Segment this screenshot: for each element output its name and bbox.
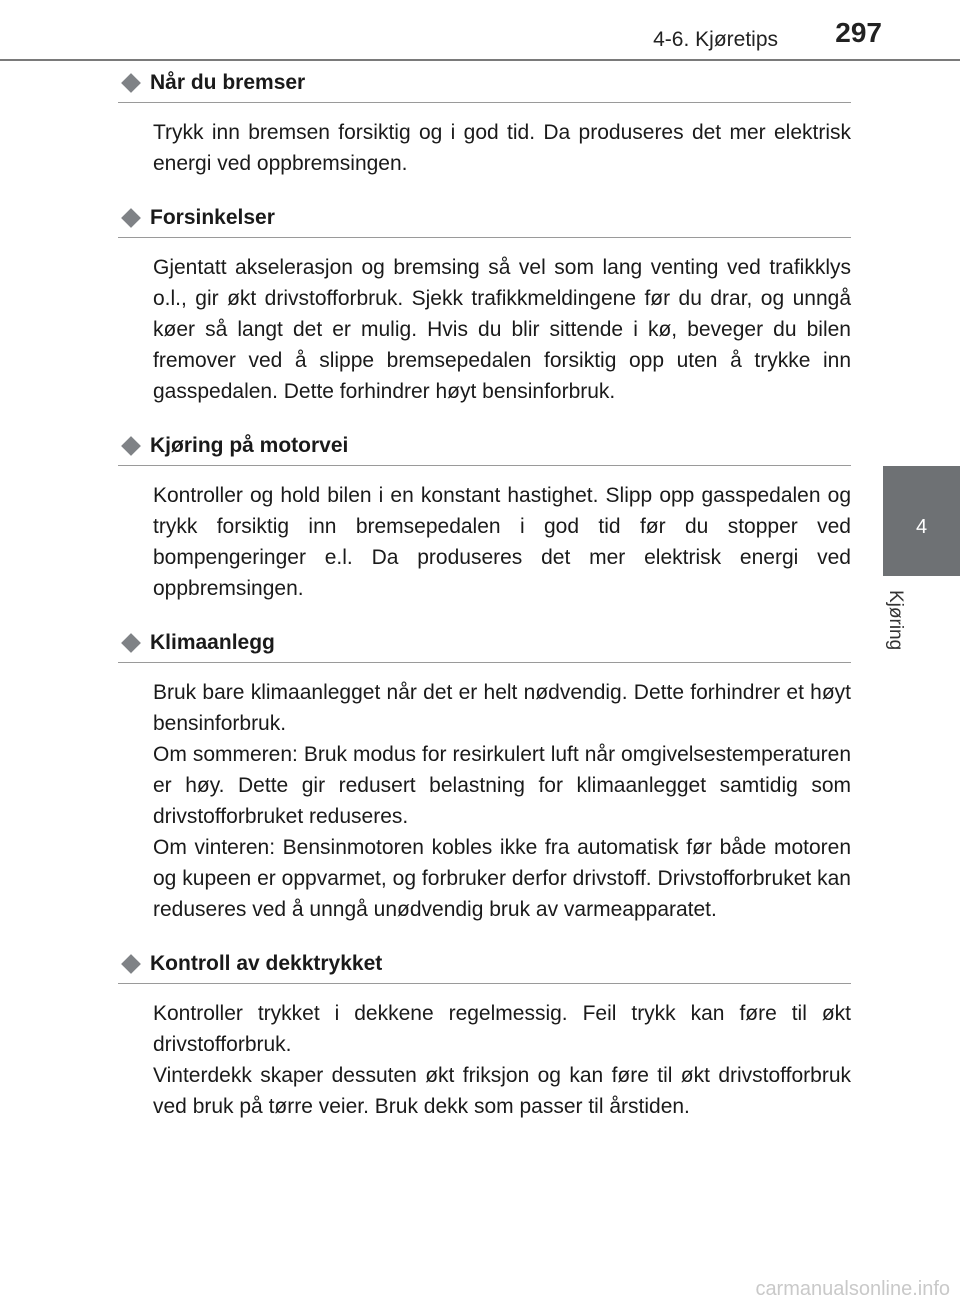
section-heading-text: Kontroll av dekktrykket — [150, 952, 383, 975]
paragraph: Bruk bare klimaanlegget når det er helt nødvendig. Dette forhindrer et høyt bensinforbruk. — [153, 681, 851, 735]
paragraph: Om vinteren: Bensinmotoren kobles ikke fra automatisk før både motoren og kupeen er oppvarmet, og forbruker derfor drivstoff. Drivstofforbruket kan reduseres ved å unngå unødvendig bruk av varmeapparatet. — [153, 836, 851, 921]
paragraph: Om sommeren: Bruk modus for resirkulert luft når omgivelsestemperaturen er høy. Dette gir redusert belastning for klimaanlegget samtidig som drivstofforbruket reduseres. — [153, 743, 851, 828]
section-heading — [118, 624, 851, 663]
section-delays — [118, 199, 851, 427]
section-heading — [118, 427, 851, 466]
diamond-bullet-icon — [121, 73, 141, 93]
section-air-conditioning — [118, 624, 851, 945]
chapter-label-container — [885, 590, 922, 660]
section-heading — [118, 945, 851, 984]
watermark: carmanualsonline.info — [755, 1278, 950, 1300]
section-title: 4-6. Kjøretips — [653, 28, 778, 51]
diamond-bullet-icon — [121, 436, 141, 456]
diamond-bullet-icon — [121, 208, 141, 228]
diamond-bullet-icon — [121, 954, 141, 974]
page-content — [118, 64, 851, 1142]
paragraph: Kontroller og hold bilen i en konstant hastighet. Slipp opp gasspedalen og trykk forsiktig inn bremsepedalen i god tid før du stopper ved bompengeringer e.l. Da produseres det mer elektrisk energi ved oppbremsingen. — [153, 484, 851, 600]
section-tire-pressure — [118, 945, 851, 1142]
section-heading-text: Klimaanlegg — [150, 631, 275, 654]
section-heading-text: Når du bremser — [150, 71, 306, 94]
section-heading — [118, 199, 851, 238]
section-braking — [118, 64, 851, 199]
paragraph: Gjentatt akselerasjon og bremsing så vel som lang venting ved trafikklys o.l., gir økt drivstofforbruk. Sjekk trafikkmeldingene før du drar, og unngå køer så langt det er mulig. Hvis du blir sittende i kø, beveger du bilen fremover ved å slippe bremsepedalen forsiktig opp uten å trykke inn gasspedalen. Dette forhindrer høyt bensinforbruk. — [153, 256, 851, 403]
paragraph: Vinterdekk skaper dessuten økt friksjon og kan føre til økt drivstofforbruk ved bruk på tørre veier. Bruk dekk som passer til årstiden. — [153, 1064, 851, 1118]
section-highway — [118, 427, 851, 624]
paragraph: Kontroller trykket i dekkene regelmessig. Feil trykk kan føre til økt drivstofforbruk. — [153, 1002, 851, 1056]
section-heading — [118, 64, 851, 103]
chapter-label: Kjøring — [885, 590, 906, 651]
paragraph: Trykk inn bremsen forsiktig og i god tid. Da produseres det mer elektrisk energi ved oppbremsingen. — [153, 121, 851, 175]
diamond-bullet-icon — [121, 633, 141, 653]
section-heading-text: Kjøring på motorvei — [150, 434, 349, 457]
page-number: 297 — [835, 17, 882, 48]
section-heading-text: Forsinkelser — [150, 206, 275, 229]
header-divider — [0, 59, 960, 61]
page-header — [0, 0, 960, 60]
chapter-tab — [883, 466, 960, 576]
chapter-number: 4 — [915, 516, 928, 538]
